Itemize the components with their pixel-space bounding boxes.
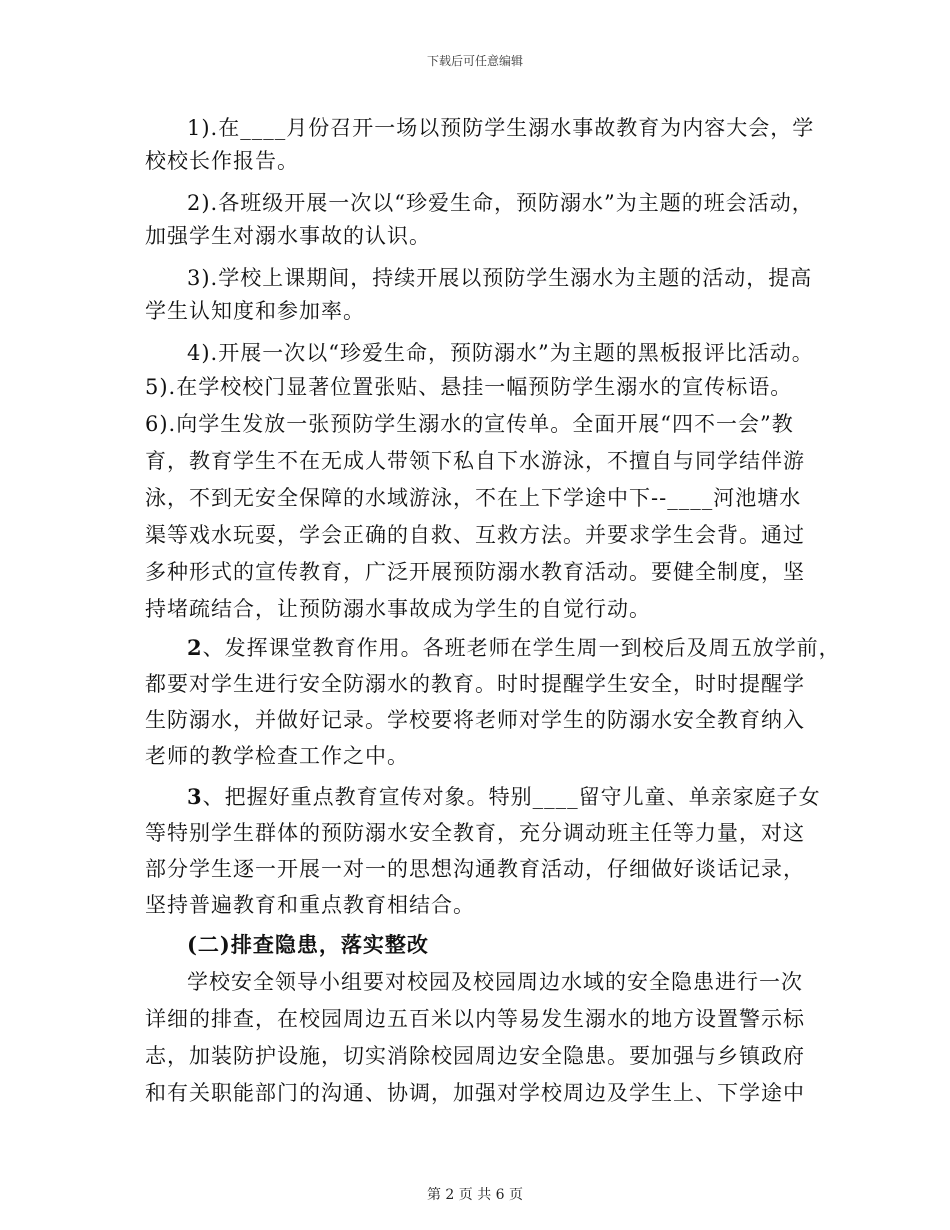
text-line: 部分学生逐一开展一对一的思想沟通教育活动，仔细做好谈话记录， xyxy=(145,857,805,881)
text-line: 2).各班级开展一次以“珍爱生命，预防溺水”为主题的班会活动， xyxy=(187,191,814,215)
text-line: 持堵疏结合，让预防溺水事故成为学生的自觉行动。 xyxy=(145,597,651,621)
text-line: 3).学校上课期间，持续开展以预防学生溺水为主题的活动，提高 xyxy=(187,266,813,290)
text-line: 老师的教学检查工作之中。 xyxy=(145,744,409,768)
page-footer: 第 2 页 共 6 页 xyxy=(426,1187,524,1203)
text-line: 5).在学校校门显著位置张贴、悬挂一幅预防学生溺水的宣传标语。 xyxy=(145,375,793,399)
text-line: 详细的排查，在校园周边五百米以内等易发生溺水的地方设置警示标 xyxy=(145,1007,805,1031)
text-line: 生防溺水，并做好记录。学校要将老师对学生的防溺水安全教育纳入 xyxy=(145,708,805,732)
text-line: 坚持普遍教育和重点教育相结合。 xyxy=(145,893,475,917)
text-line: 泳，不到无安全保障的水域游泳，不在上下学途中下--____河池塘水 xyxy=(145,486,802,510)
section-heading: (二)排查隐患，落实整改 xyxy=(187,932,429,957)
text-line: 加强学生对溺水事故的认识。 xyxy=(145,224,431,248)
text-span: 、把握好重点教育宣传对象。特别____留守儿童、单亲家庭子女 xyxy=(202,785,821,809)
text-line: 都要对学生进行安全防溺水的教育。时时提醒学生安全，时时提醒学 xyxy=(145,672,805,696)
text-line: 学生认知度和参加率。 xyxy=(145,299,365,323)
text-line: 4).开展一次以“珍爱生命，预防溺水”为主题的黑板报评比活动。 xyxy=(187,341,814,365)
text-line: 和有关职能部门的沟通、协调，加强对学校周边及学生上、下学途中 xyxy=(145,1081,805,1105)
numbered-paragraph-start xyxy=(187,634,841,662)
item-number: 3 xyxy=(187,784,203,809)
numbered-paragraph-start xyxy=(187,783,821,811)
page-header: 下载后可任意编辑 xyxy=(426,54,523,68)
text-line: 1).在____月份召开一场以预防学生溺水事故教育为内容大会，学 xyxy=(187,116,815,140)
text-line: 学校安全领导小组要对校园及校园周边水域的安全隐患进行一次 xyxy=(187,970,803,994)
text-line: 育，教育学生不在无成人带领下私自下水游泳，不擅自与同学结伴游 xyxy=(145,449,805,473)
text-line: 等特别学生群体的预防溺水安全教育，充分调动班主任等力量，对这 xyxy=(145,821,805,845)
text-line: 6).向学生发放一张预防学生溺水的宣传单。全面开展“四不一会”教 xyxy=(145,412,794,436)
item-number: 2 xyxy=(187,635,203,660)
text-line: 渠等戏水玩耍，学会正确的自救、互救方法。并要求学生会背。通过 xyxy=(145,523,805,547)
text-line: 志，加装防护设施，切实消除校园周边安全隐患。要加强与乡镇政府 xyxy=(145,1044,805,1068)
text-span: 、发挥课堂教育作用。各班老师在学生周一到校后及周五放学前， xyxy=(202,636,841,660)
text-line: 校校长作报告。 xyxy=(145,149,299,173)
text-line: 多种形式的宣传教育，广泛开展预防溺水教育活动。要健全制度，坚 xyxy=(145,560,805,584)
